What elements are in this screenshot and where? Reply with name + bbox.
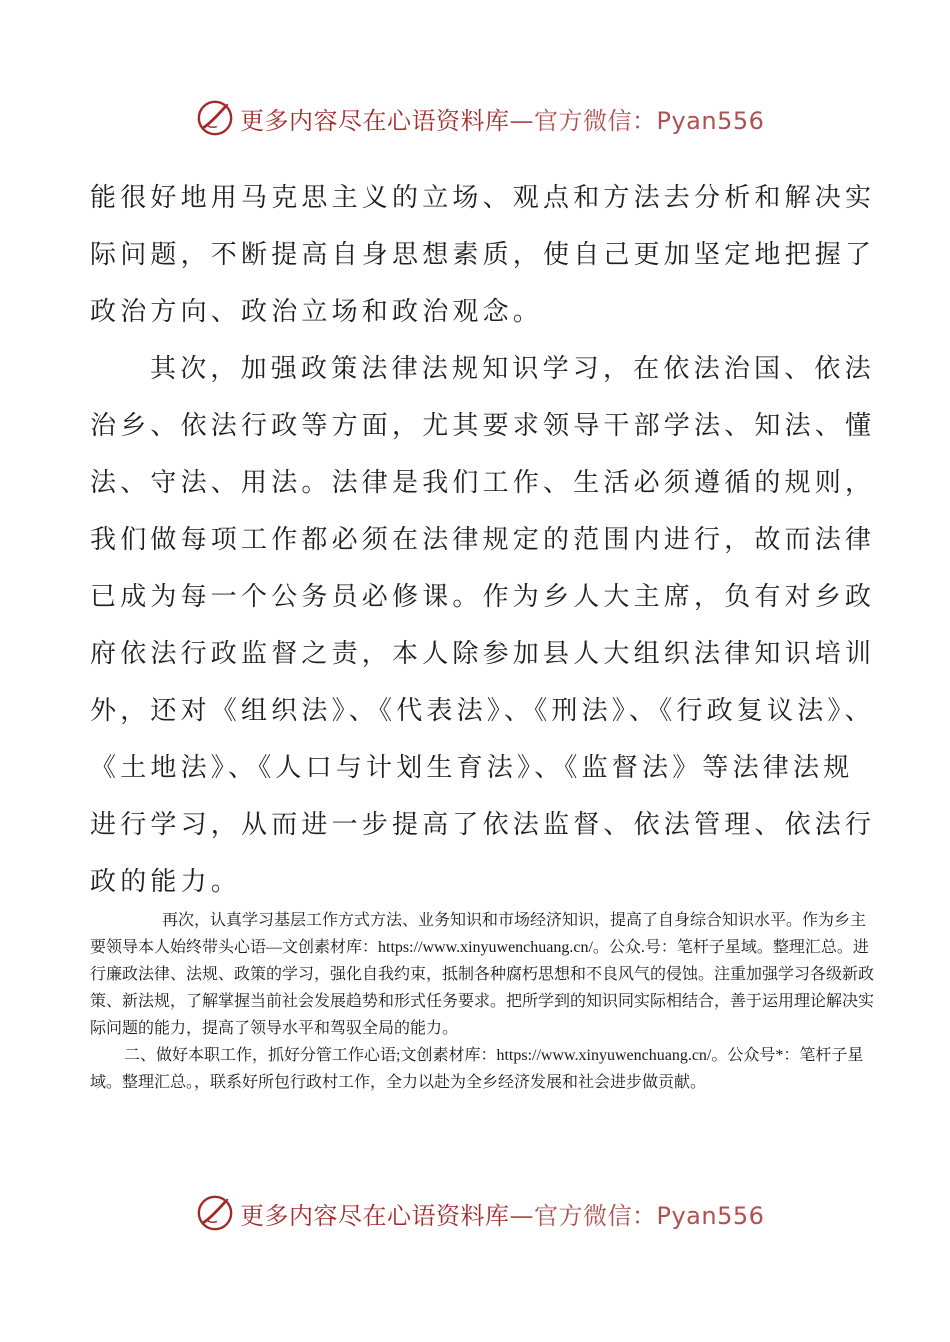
paragraph-2: 其次，加强政策法律法规知识学习，在依法治国、依法治乡、依法行政等方面，尤其要求领导干部学法、知法、懂法、守法、用法。法律是我们工作、生活必须遵循的规则，我们做每项工作都必须在法律规定的范围内进行，故而法律已成为每一个公务员必修课。作为乡人大主席，负有对乡政府依法行政监督之责，本人除参加县人大组织法律知识培训外，还对《组织法》、《代表法》、《刑法》、《行政复议法》、《土地法》、《人口与计划生育法》、《监督法》等法律法规进行学习，从而进一步提高了依法监督、依法管理、依法行政的能力。	[90, 354, 876, 897]
banner-wechat: —官方微信：Pyan556	[509, 106, 765, 135]
banner-text	[240, 101, 764, 136]
footer-banner	[196, 1191, 764, 1235]
main-body-small	[90, 907, 875, 1096]
pen-logo-icon	[196, 1194, 234, 1232]
paragraph-3: 再次，认真学习基层工作方式方法、业务知识和市场经济知识，提高了自身综合知识水平。作为乡主要领导本人始终带头心语—文创素材库：https://www.xinyuwenchuang.cn/。公众.号：笔杆子星域。整理汇总。进行廉政法律、法规、政策的学习，强化自我约束，抵制各种腐朽思想和不良风气的侵蚀。注重加强学习各级新政策、新法规，了解掌握当前社会发展趋势和形式任务要求。把所学到的知识同实际相结合，善于运用理论解决实际问题的能力，提高了领导水平和驾驭全局的能力。	[90, 912, 875, 1037]
banner-wechat: —官方微信：Pyan556	[509, 1201, 765, 1230]
paragraph-4: 二、做好本职工作，抓好分管工作心语;文创素材库：https://www.xinyuwenchuang.cn/。公众号*：笔杆子星域。整理汇总。，联系好所包行政村工作，全力以赴为全乡经济发展和社会进步做贡献。	[90, 1047, 864, 1091]
header-banner	[196, 96, 764, 140]
banner-title: 更多内容尽在心语资料库	[240, 1201, 510, 1230]
banner-title: 更多内容尽在心语资料库	[240, 106, 510, 135]
pen-logo-icon	[196, 99, 234, 137]
main-body-large	[90, 170, 880, 911]
paragraph-1: 能很好地用马克思主义的立场、观点和方法去分析和解决实际问题，不断提高自身思想素质，使自己更加坚定地把握了政治方向、政治立场和政治观念。	[90, 183, 876, 327]
banner-text	[240, 1196, 764, 1231]
